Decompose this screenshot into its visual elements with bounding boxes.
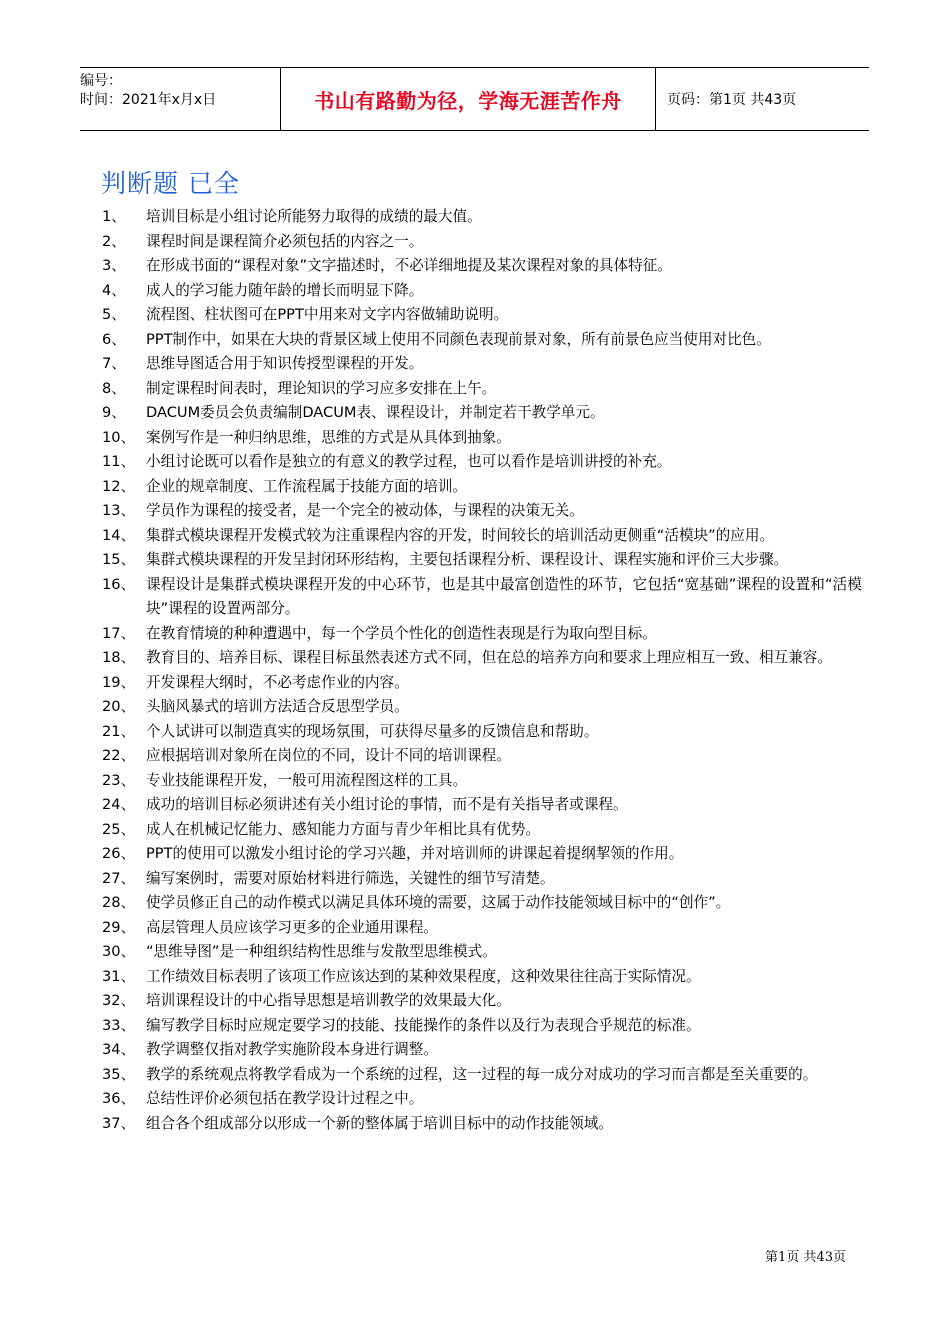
document-header [80,67,869,131]
header-page-label: 页码：第1页 共43页 [667,92,797,108]
question-item [102,377,862,402]
question-item [102,401,862,426]
question-number: 1、 [102,208,126,225]
question-item [102,548,862,573]
question-item [102,842,862,867]
question-text: 企业的规章制度、工作流程属于技能方面的培训。 [146,477,468,495]
question-text: 成功的培训目标必须讲述有关小组讨论的事情，而不是有关指导者或课程。 [146,796,628,813]
question-text: 教学调整仅指对教学实施阶段本身进行调整。 [146,1041,438,1058]
question-item [102,1038,862,1063]
question-item [102,254,862,279]
question-item [102,205,862,230]
question-text: 案例写作是一种归纳思维，思维的方式是从具体到抽象。 [146,428,511,446]
question-text: 编写案例时，需要对原始材料进行筛选，关键性的细节写清楚。 [146,869,555,887]
question-number: 26、 [102,845,136,862]
question-number: 4、 [102,281,126,299]
question-number: 15、 [102,551,136,568]
question-item [102,744,862,769]
question-text: 高层管理人员应该学习更多的企业通用课程。 [146,918,438,936]
question-text: 流程图、柱状图可在PPT中用来对文字内容做辅助说明。 [146,306,509,323]
question-text: 头脑风暴式的培训方法适合反思型学员。 [146,698,409,715]
question-text: 成人在机械记忆能力、感知能力方面与青少年相比具有优势。 [146,820,541,838]
question-item [102,1087,862,1112]
question-number: 28、 [102,894,136,911]
question-item [102,450,862,475]
question-number: 17、 [102,624,136,642]
header-motto: 书山有路勤为径，学海无涯苦作舟 [280,68,656,130]
question-text: 使学员修正自己的动作模式以满足具体环境的需要，这属于动作技能领域目标中的“创作”。 [146,894,731,911]
question-item [102,769,862,794]
question-number: 16、 [102,575,136,593]
question-item [102,328,862,353]
question-text: 工作绩效目标表明了该项工作应该达到的某种效果程度，这种效果往往高于实际情况。 [146,967,701,985]
question-text: 制定课程时间表时，理论知识的学习应多安排在上午。 [146,379,497,397]
question-number: 27、 [102,869,136,887]
question-number: 22、 [102,747,136,764]
question-text: 课程时间是课程简介必须包括的内容之一。 [146,232,424,250]
question-item [102,1112,862,1137]
question-number: 11、 [102,453,136,470]
question-item [102,475,862,500]
question-item [102,1063,862,1088]
page-title: 判断题 已全 [101,169,240,198]
question-item [102,916,862,941]
question-text: 集群式模块课程开发模式较为注重课程内容的开发，时间较长的培训活动更侧重“活模块”的应用。 [146,526,775,544]
question-number: 5、 [102,306,126,323]
question-item [102,671,862,696]
question-item [102,891,862,916]
question-text: 学员作为课程的接受者，是一个完全的被动体，与课程的决策无关。 [146,502,584,519]
question-text: 在教育情境的种种遭遇中，每一个学员个性化的创造性表现是行为取向型目标。 [146,624,657,642]
question-text: 培训目标是小组讨论所能努力取得的成绩的最大值。 [146,208,482,225]
question-number: 6、 [102,330,126,348]
question-text: 教学的系统观点将教学看成为一个系统的过程，这一过程的每一成分对成功的学习而言都是至关重要的。 [146,1065,818,1083]
question-number: 2、 [102,232,126,250]
question-text: 专业技能课程开发，一般可用流程图这样的工具。 [146,771,468,789]
question-item [102,695,862,720]
question-text: 个人试讲可以制造真实的现场氛围，可获得尽量多的反馈信息和帮助。 [146,722,599,740]
question-text: 组合各个组成部分以形成一个新的整体属于培训目标中的动作技能领域。 [146,1114,614,1132]
question-number: 23、 [102,771,136,789]
question-text: 总结性评价必须包括在教学设计过程之中。 [146,1090,424,1107]
question-text: DACUM委员会负责编制DACUM表、课程设计，并制定若干教学单元。 [146,404,605,421]
question-number: 21、 [102,722,136,740]
question-text: 课程设计是集群式模块课程开发的中心环节，也是其中最富创造性的环节，它包括“宽基础”课程的设置和“活模块”课程的设置两部分。 [146,575,862,617]
question-item [102,867,862,892]
question-text: 培训课程设计的中心指导思想是培训教学的效果最大化。 [146,992,511,1009]
question-number: 13、 [102,502,136,519]
question-number: 32、 [102,992,136,1009]
question-text: PPT的使用可以激发小组讨论的学习兴趣，并对培训师的讲课起着提纲挈领的作用。 [146,845,684,862]
question-number: 9、 [102,404,126,421]
question-number: 7、 [102,355,126,372]
header-time-label: 时间：2021年x月x日 [80,92,217,108]
header-meta [80,68,280,130]
footer-page-number: 第1页 共43页 [765,1250,846,1265]
question-number: 12、 [102,477,136,495]
question-text: 开发课程大纲时，不必考虑作业的内容。 [146,673,409,691]
question-number: 29、 [102,918,136,936]
question-item [102,303,862,328]
question-item [102,989,862,1014]
question-number: 25、 [102,820,136,838]
question-number: 36、 [102,1090,136,1107]
question-item [102,230,862,255]
question-item [102,426,862,451]
question-number: 31、 [102,967,136,985]
question-text: 集群式模块课程的开发呈封闭环形结构，主要包括课程分析、课程设计、课程实施和评价三大步骤。 [146,551,789,568]
question-text: “思维导图”是一种组织结构性思维与发散型思维模式。 [146,943,497,960]
question-number: 30、 [102,943,136,960]
header-code-label: 编号： [80,73,122,89]
question-item [102,646,862,671]
question-number: 3、 [102,257,126,274]
question-text: 成人的学习能力随年龄的增长而明显下降。 [146,281,424,299]
question-text: 在形成书面的“课程对象”文字描述时，不必详细地提及某次课程对象的具体特征。 [146,257,672,274]
question-text: 应根据培训对象所在岗位的不同，设计不同的培训课程。 [146,747,511,764]
question-item [102,965,862,990]
question-number: 8、 [102,379,126,397]
question-item [102,499,862,524]
question-number: 24、 [102,796,136,813]
question-list [102,205,862,1136]
question-text: PPT制作中，如果在大块的背景区域上使用不同颜色表现前景对象，所有前景色应当使用对比色。 [146,330,771,348]
question-item [102,352,862,377]
question-item [102,279,862,304]
question-number: 18、 [102,649,136,666]
question-item [102,1014,862,1039]
question-number: 33、 [102,1016,136,1034]
question-number: 19、 [102,673,136,691]
question-text: 教育目的、培养目标、课程目标虽然表述方式不同，但在总的培养方向和要求上理应相互一致、相互兼容。 [146,649,832,666]
question-number: 34、 [102,1041,136,1058]
question-number: 37、 [102,1114,136,1132]
question-item [102,793,862,818]
question-item [102,940,862,965]
question-item [102,720,862,745]
question-number: 14、 [102,526,136,544]
question-number: 20、 [102,698,136,715]
question-text: 思维导图适合用于知识传授型课程的开发。 [146,355,424,372]
question-item [102,622,862,647]
question-number: 10、 [102,428,136,446]
question-text: 编写教学目标时应规定要学习的技能、技能操作的条件以及行为表现合乎规范的标准。 [146,1016,701,1034]
question-text: 小组讨论既可以看作是独立的有意义的教学过程，也可以看作是培训讲授的补充。 [146,453,672,470]
question-item [102,524,862,549]
question-item [102,573,862,622]
question-number: 35、 [102,1065,136,1083]
question-item [102,818,862,843]
